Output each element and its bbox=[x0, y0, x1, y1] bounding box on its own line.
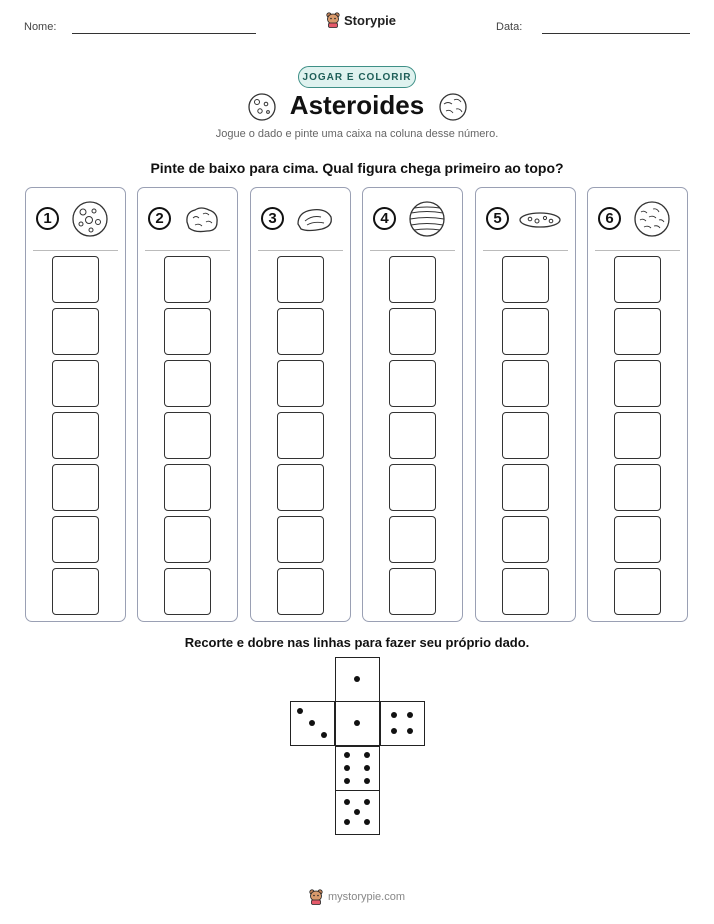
die-pip bbox=[344, 778, 350, 784]
color-box[interactable] bbox=[52, 256, 99, 303]
column-number: 1 bbox=[36, 207, 59, 230]
brand-name: Storypie bbox=[344, 12, 397, 28]
color-box[interactable] bbox=[164, 412, 211, 459]
column-divider bbox=[258, 250, 343, 251]
textured-asteroid-icon bbox=[631, 200, 673, 238]
smooth-asteroid-icon bbox=[294, 200, 336, 238]
cut-instruction: Recorte e dobre nas linhas para fazer seu próprio dado. bbox=[184, 635, 530, 650]
color-box[interactable] bbox=[52, 412, 99, 459]
color-box[interactable] bbox=[52, 360, 99, 407]
die-pip bbox=[344, 819, 350, 825]
cratered-asteroid-icon bbox=[69, 200, 111, 238]
color-box[interactable] bbox=[164, 464, 211, 511]
flat-asteroid-icon bbox=[519, 200, 561, 238]
color-box[interactable] bbox=[52, 464, 99, 511]
die-pip bbox=[364, 799, 370, 805]
column-divider bbox=[33, 250, 118, 251]
color-box[interactable] bbox=[164, 308, 211, 355]
color-box[interactable] bbox=[614, 516, 661, 563]
die-face bbox=[335, 746, 380, 791]
die-pip bbox=[309, 720, 315, 726]
color-box[interactable] bbox=[164, 568, 211, 615]
column-number: 2 bbox=[148, 207, 171, 230]
die-face bbox=[335, 701, 380, 746]
color-box[interactable] bbox=[389, 516, 436, 563]
die-face bbox=[335, 790, 380, 835]
color-box[interactable] bbox=[389, 308, 436, 355]
color-box[interactable] bbox=[52, 516, 99, 563]
color-box[interactable] bbox=[389, 360, 436, 407]
die-pip bbox=[407, 728, 413, 734]
die-face bbox=[335, 657, 380, 702]
column-2 bbox=[137, 187, 238, 622]
color-box[interactable] bbox=[614, 308, 661, 355]
die-face bbox=[290, 701, 335, 746]
column-number: 6 bbox=[598, 207, 621, 230]
column-number: 4 bbox=[373, 207, 396, 230]
column-3 bbox=[250, 187, 351, 622]
die-pip bbox=[344, 799, 350, 805]
bear-mascot-icon bbox=[326, 12, 340, 28]
activity-badge: JOGAR E COLORIR bbox=[298, 66, 416, 88]
color-box[interactable] bbox=[502, 464, 549, 511]
color-box[interactable] bbox=[164, 516, 211, 563]
die-pip bbox=[391, 712, 397, 718]
color-box[interactable] bbox=[164, 360, 211, 407]
color-box[interactable] bbox=[502, 308, 549, 355]
color-box[interactable] bbox=[614, 568, 661, 615]
column-number: 3 bbox=[261, 207, 284, 230]
rocky-asteroid-icon bbox=[181, 200, 223, 238]
color-box[interactable] bbox=[389, 568, 436, 615]
instruction: Pinte de baixo para cima. Qual figura chega primeiro ao topo? bbox=[150, 160, 564, 176]
subtitle: Jogue o dado e pinte uma caixa na coluna desse número. bbox=[215, 128, 499, 140]
die-pip bbox=[297, 708, 303, 714]
die-pip bbox=[354, 720, 360, 726]
color-box[interactable] bbox=[52, 308, 99, 355]
die-pip bbox=[344, 765, 350, 771]
color-box[interactable] bbox=[277, 516, 324, 563]
name-label: Nome: bbox=[24, 21, 57, 33]
column-6 bbox=[587, 187, 688, 622]
color-box[interactable] bbox=[614, 464, 661, 511]
color-box[interactable] bbox=[277, 308, 324, 355]
color-box[interactable] bbox=[277, 464, 324, 511]
die-pip bbox=[391, 728, 397, 734]
striped-planet-icon bbox=[406, 200, 448, 238]
die-pip bbox=[354, 809, 360, 815]
bear-mascot-icon bbox=[309, 889, 323, 905]
name-line[interactable] bbox=[72, 33, 256, 34]
die-pip bbox=[364, 819, 370, 825]
die-pip bbox=[344, 752, 350, 758]
die-pip bbox=[364, 752, 370, 758]
color-box[interactable] bbox=[502, 568, 549, 615]
die-pip bbox=[407, 712, 413, 718]
color-box[interactable] bbox=[52, 568, 99, 615]
column-divider bbox=[595, 250, 680, 251]
color-box[interactable] bbox=[502, 412, 549, 459]
die-pip bbox=[354, 676, 360, 682]
column-4 bbox=[362, 187, 463, 622]
column-divider bbox=[145, 250, 230, 251]
color-box[interactable] bbox=[389, 464, 436, 511]
color-box[interactable] bbox=[277, 360, 324, 407]
page-title: Asteroides bbox=[289, 90, 425, 120]
color-box[interactable] bbox=[502, 516, 549, 563]
color-box[interactable] bbox=[277, 568, 324, 615]
die-face bbox=[380, 701, 425, 746]
asteroid-right-icon bbox=[438, 92, 468, 122]
color-box[interactable] bbox=[614, 412, 661, 459]
date-line[interactable] bbox=[542, 33, 690, 34]
color-box[interactable] bbox=[614, 360, 661, 407]
column-number: 5 bbox=[486, 207, 509, 230]
die-pip bbox=[364, 778, 370, 784]
column-divider bbox=[483, 250, 568, 251]
date-label: Data: bbox=[496, 21, 523, 33]
column-1 bbox=[25, 187, 126, 622]
color-box[interactable] bbox=[389, 256, 436, 303]
color-box[interactable] bbox=[502, 256, 549, 303]
color-box[interactable] bbox=[614, 256, 661, 303]
color-box[interactable] bbox=[389, 412, 436, 459]
footer bbox=[0, 889, 714, 905]
column-5 bbox=[475, 187, 576, 622]
footer-url: mystorypie.com bbox=[327, 891, 406, 903]
die-pip bbox=[321, 732, 327, 738]
column-divider bbox=[370, 250, 455, 251]
color-box[interactable] bbox=[277, 412, 324, 459]
die-pip bbox=[364, 765, 370, 771]
color-box[interactable] bbox=[502, 360, 549, 407]
color-box[interactable] bbox=[277, 256, 324, 303]
color-box[interactable] bbox=[164, 256, 211, 303]
brand-logo bbox=[326, 12, 396, 28]
